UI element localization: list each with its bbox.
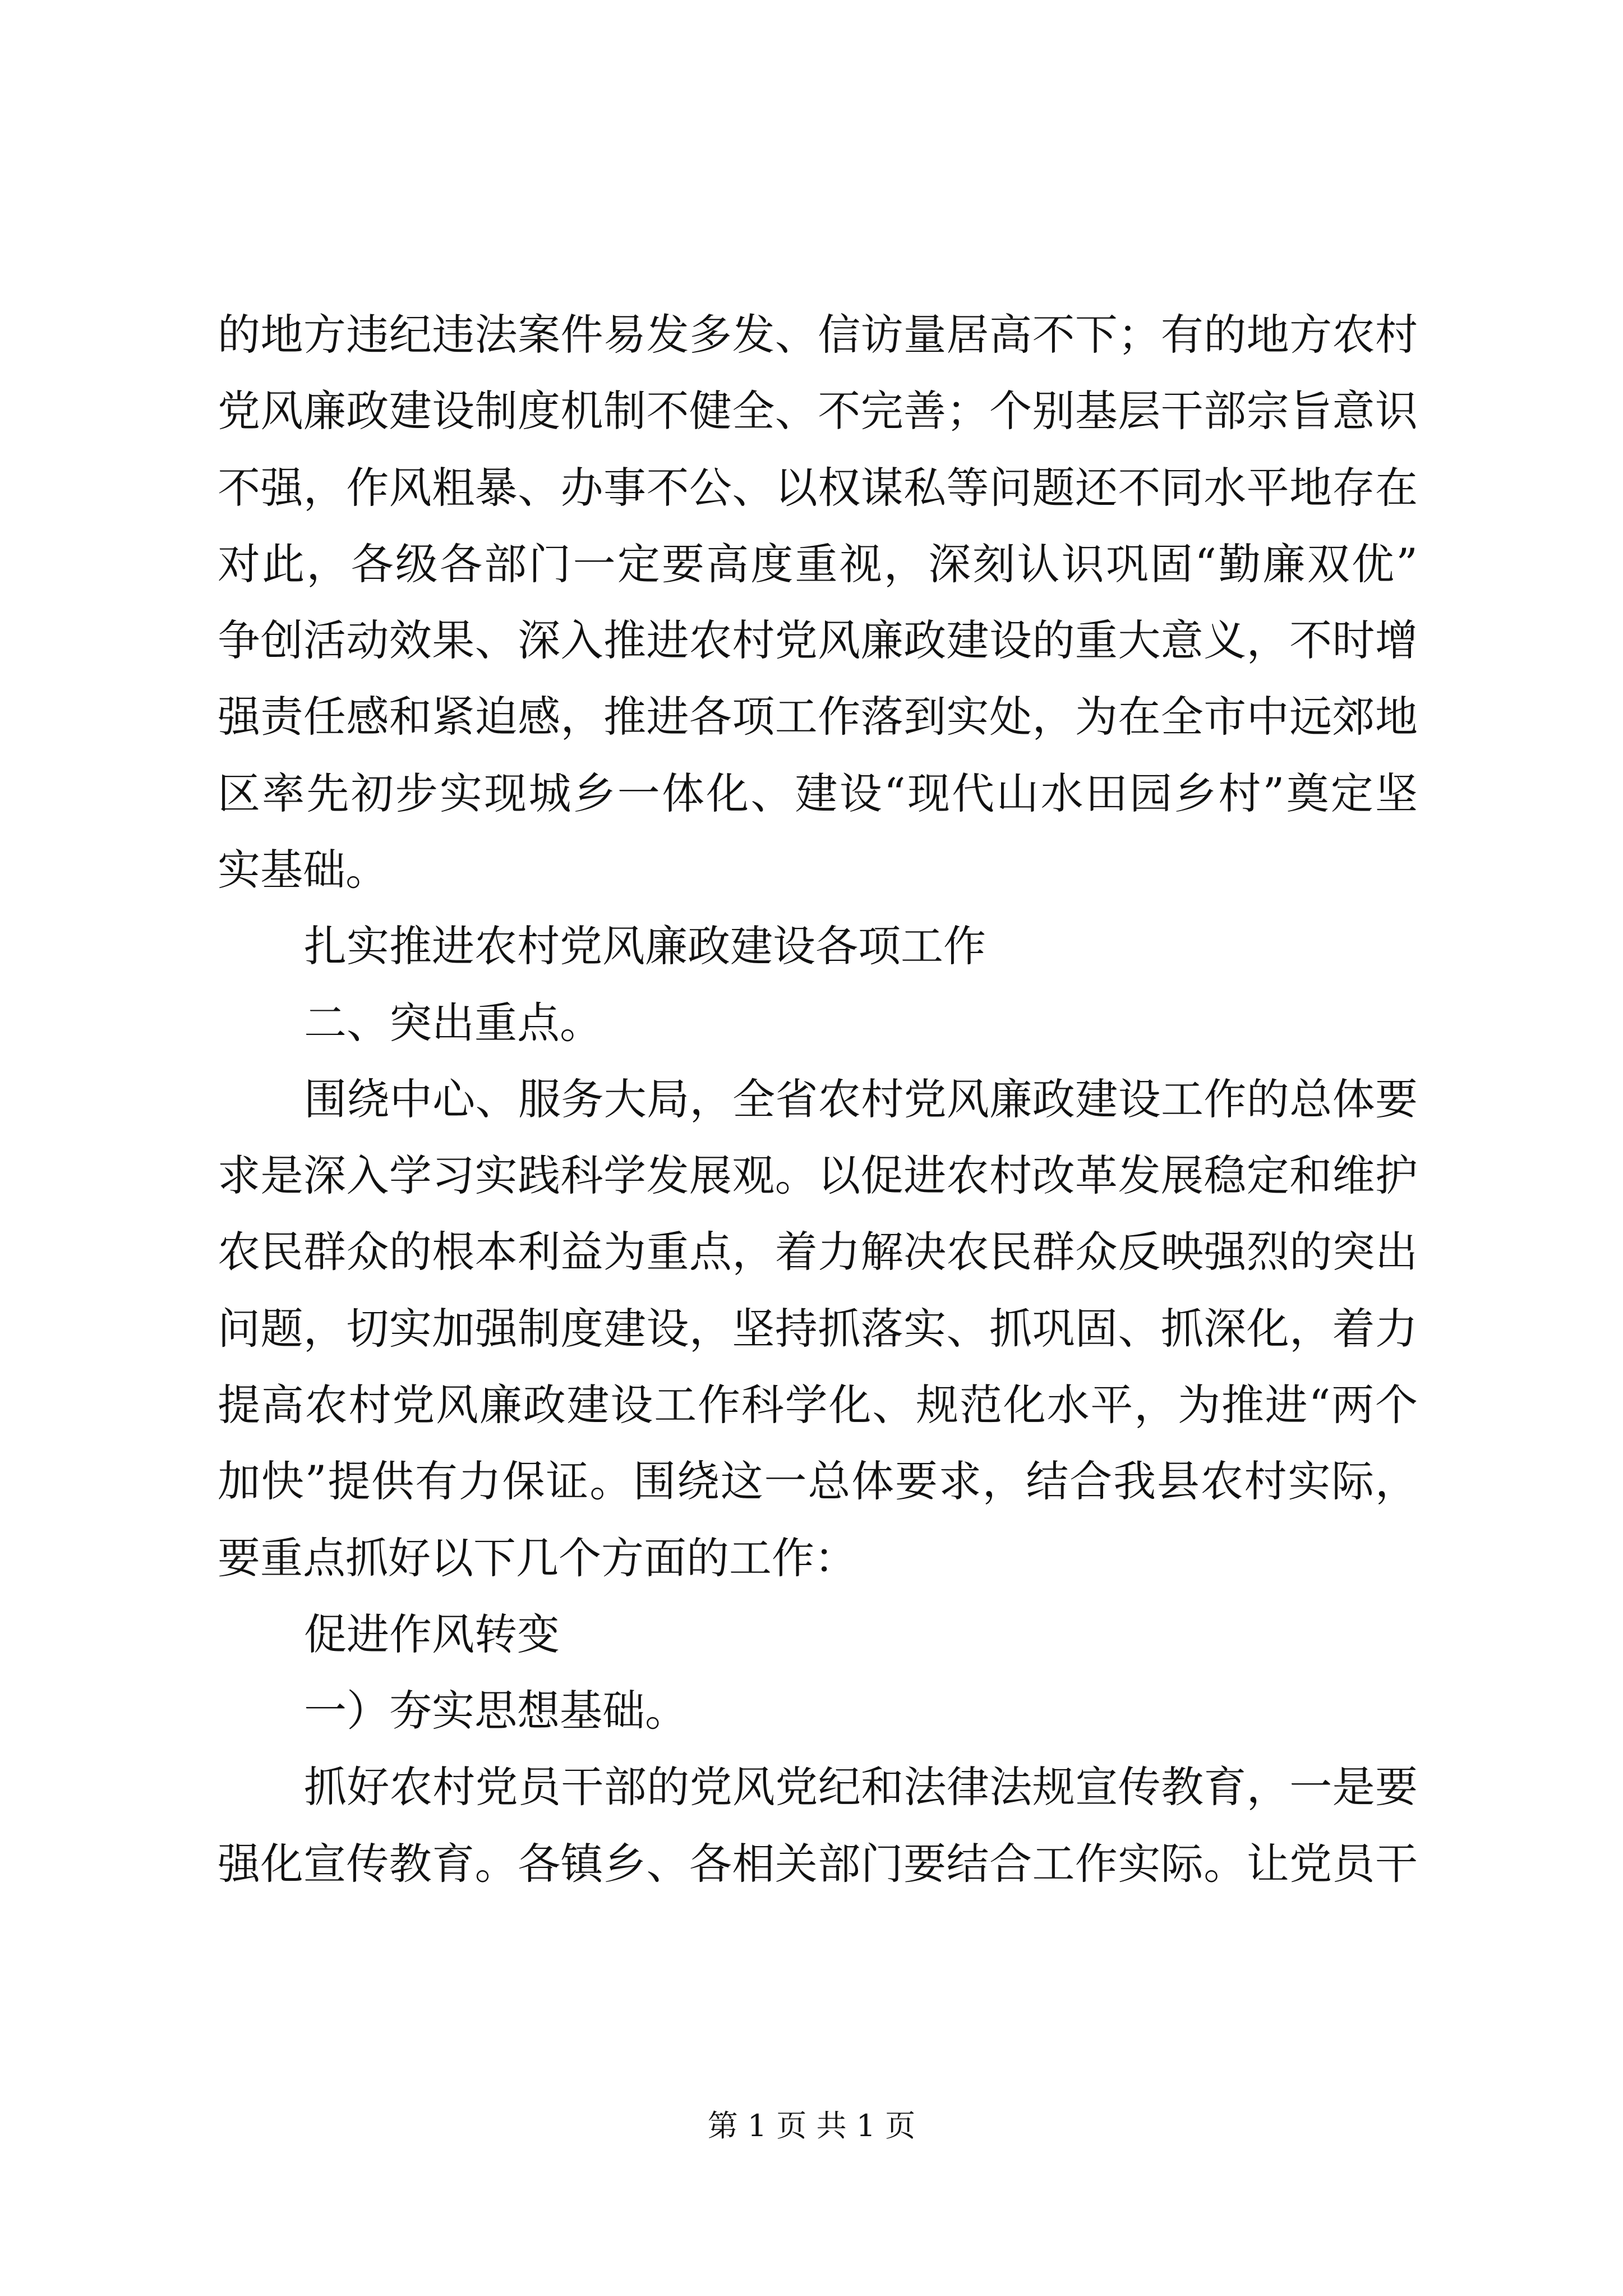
body-text-line: 实基础。 <box>218 845 388 895</box>
section-heading: 一）夯实思想基础。 <box>304 1686 688 1736</box>
page-footer: 第 1 页 共 1 页 <box>707 2108 916 2143</box>
body-text-line: 求是深入学习实践科学发展观。以促进农村改革发展稳定和维护 <box>218 1151 1418 1200</box>
body-text-line: 抓好农村党员干部的党风党纪和法律法规宣传教育，一是要 <box>304 1762 1418 1812</box>
body-text-line: 强化宣传教育。各镇乡、各相关部门要结合工作实际。让党员干 <box>218 1839 1418 1889</box>
body-text-line: 要重点抓好以下几个方面的工作： <box>218 1533 857 1583</box>
body-text-line: 提高农村党风廉政建设工作科学化、规范化水平，为推进“两个 <box>218 1380 1419 1430</box>
body-text-line: 党风廉政建设制度机制不健全、不完善；个别基层干部宗旨意识 <box>218 386 1418 436</box>
body-text-line: 强责任感和紧迫感，推进各项工作落到实处，为在全市中远郊地 <box>218 692 1418 742</box>
body-text-line: 加快”提供有力保证。围绕这一总体要求，结合我县农村实际， <box>218 1456 1419 1506</box>
section-heading: 二、突出重点。 <box>304 998 602 1048</box>
body-text-line: 区率先初步实现城乡一体化、建设“现代山水田园乡村”奠定坚 <box>218 769 1420 818</box>
section-heading: 促进作风转变 <box>304 1609 560 1659</box>
body-text-line: 的地方违纪违法案件易发多发、信访量居高不下；有的地方农村 <box>218 310 1418 360</box>
body-text-line: 问题，切实加强制度建设，坚持抓落实、抓巩固、抓深化，着力 <box>218 1304 1418 1354</box>
body-text-line: 对此，各级各部门一定要高度重视，深刻认识巩固“勤廉双优” <box>218 539 1420 589</box>
section-heading: 扎实推进农村党风廉政建设各项工作 <box>304 921 986 971</box>
body-text-line: 争创活动效果、深入推进农村党风廉政建设的重大意义，不时增 <box>218 615 1418 665</box>
body-text-line: 围绕中心、服务大局，全省农村党风廉政建设工作的总体要 <box>304 1074 1418 1124</box>
body-text-line: 农民群众的根本利益为重点，着力解决农民群众反映强烈的突出 <box>218 1227 1418 1277</box>
body-text-line: 不强，作风粗暴、办事不公、以权谋私等问题还不同水平地存在 <box>218 463 1418 513</box>
